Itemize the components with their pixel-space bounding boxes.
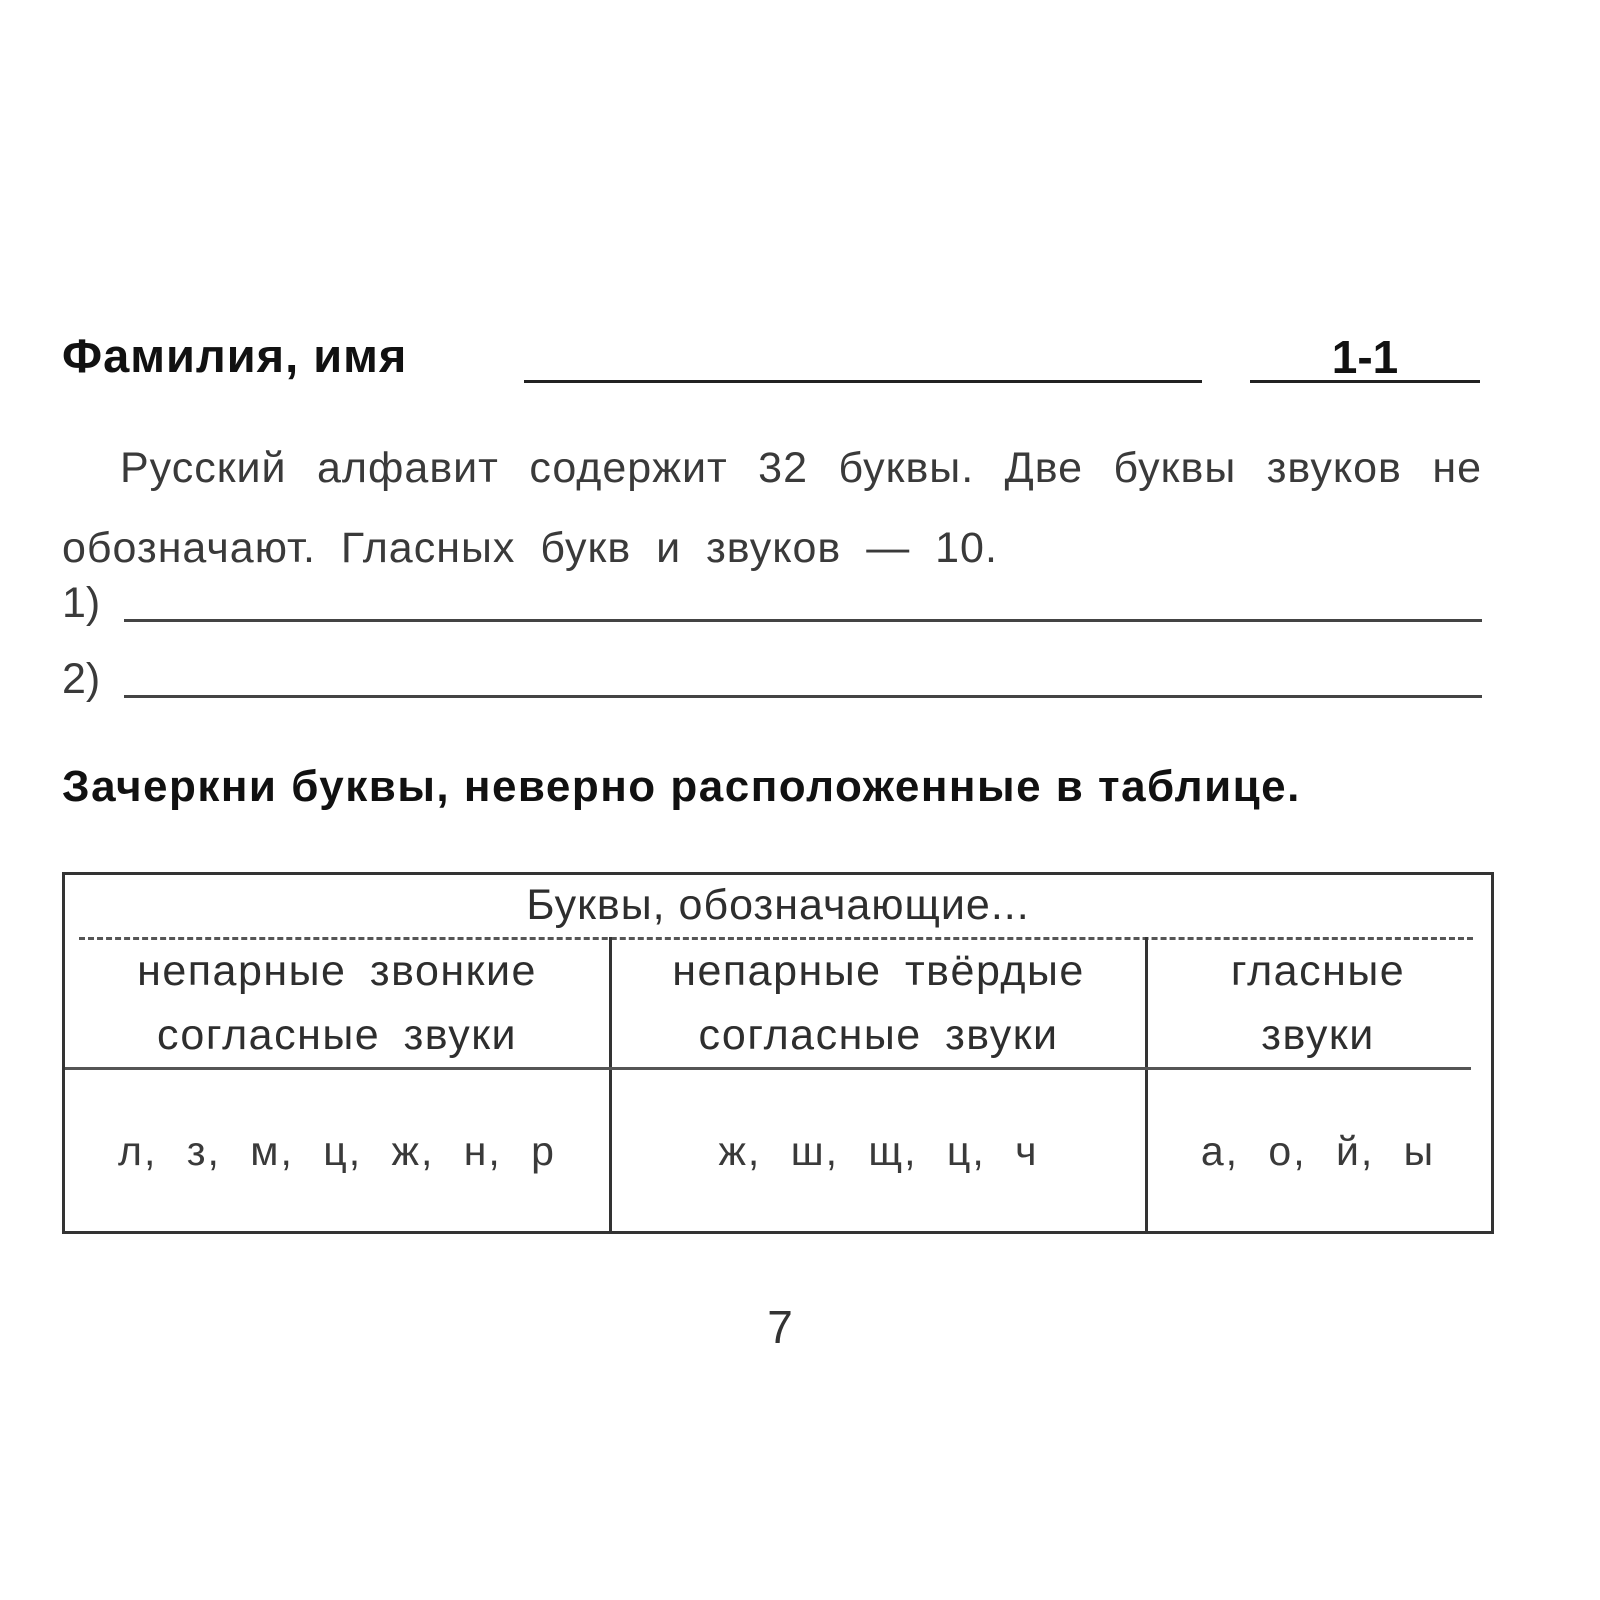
- column-header-line: непарные звонкие: [137, 947, 537, 995]
- variant-underline: [1250, 380, 1480, 383]
- column-header-voiced: [65, 941, 609, 1065]
- letters-cell-hard[interactable]: ж, ш, щ, ц, ч: [718, 1127, 1039, 1174]
- answer-number: 2): [62, 655, 101, 703]
- answer-line[interactable]: [124, 619, 1482, 622]
- page-number: 7: [767, 1301, 793, 1353]
- answer-row-1[interactable]: [62, 572, 1482, 632]
- name-label: Фамилия, имя: [62, 329, 408, 382]
- task-instruction: Зачеркни буквы, неверно расположенные в таблице.: [62, 762, 1301, 811]
- table-title: Буквы, обозначающие...: [526, 881, 1030, 929]
- answer-line[interactable]: [124, 695, 1482, 698]
- letters-cell-voiced[interactable]: л, з, м, ц, ж, н, р: [118, 1127, 556, 1174]
- column-header-line: гласные: [1230, 947, 1406, 995]
- variant-number: 1-1: [1331, 331, 1399, 383]
- column-header-hard: [612, 941, 1145, 1065]
- column-header-line: согласные звуки: [698, 1011, 1059, 1059]
- intro-paragraph: Русский алфавит содержит 32 буквы. Две буквы звуков не обозначают. Гласных букв и звуков — 10.: [62, 444, 1482, 572]
- column-header-line: согласные звуки: [156, 1011, 518, 1059]
- name-input-line[interactable]: [524, 380, 1202, 383]
- letters-table: [62, 872, 1494, 1234]
- letters-cell-vowels[interactable]: а, о, й, ы: [1200, 1127, 1436, 1174]
- column-header-line: звуки: [1261, 1011, 1375, 1059]
- header-separator: [65, 1067, 1471, 1070]
- column-header-vowels: [1148, 941, 1488, 1065]
- answer-row-2[interactable]: [62, 648, 1482, 708]
- answer-number: 1): [62, 579, 101, 627]
- column-header-line: непарные твёрдые: [672, 947, 1085, 995]
